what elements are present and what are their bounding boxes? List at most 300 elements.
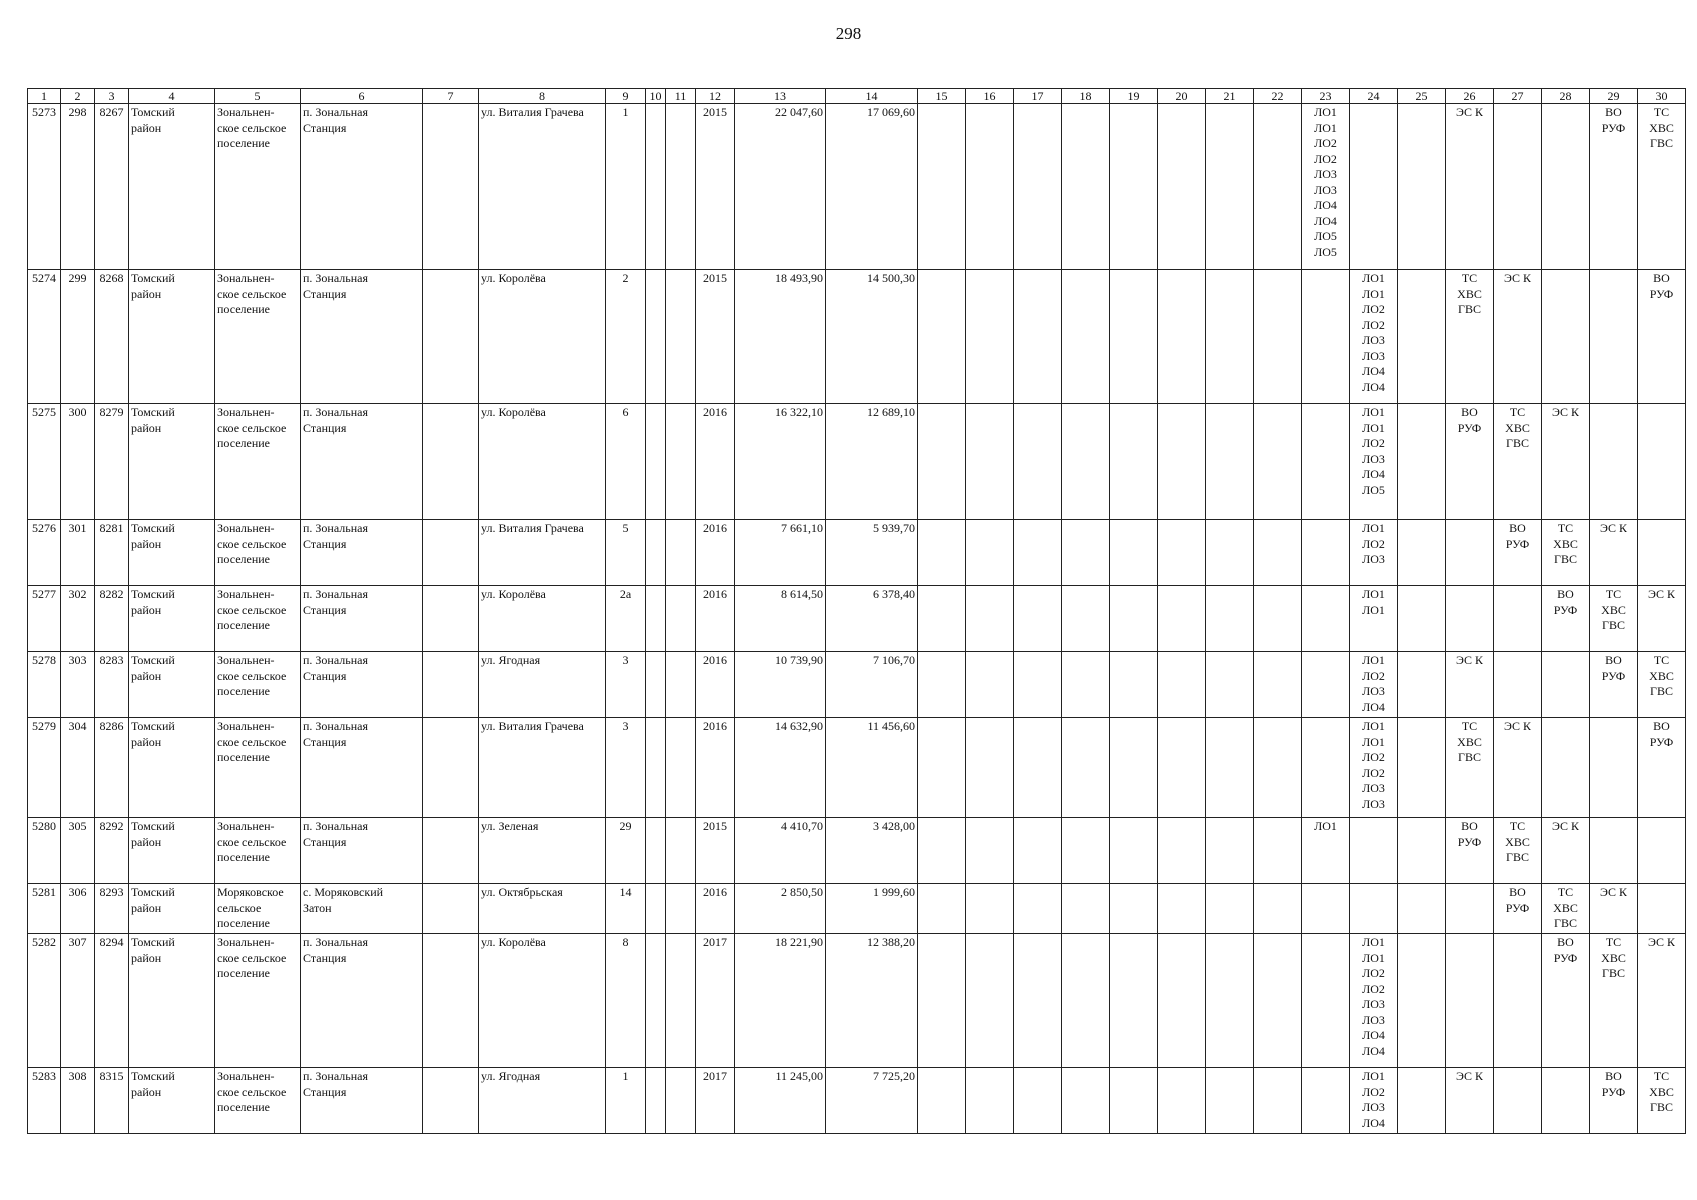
cell-col-1: 5278	[28, 652, 61, 718]
cell-line: Томский	[131, 935, 175, 949]
cell-col-12: 2015	[696, 818, 735, 884]
cell-col-13: 16 322,10	[735, 404, 826, 520]
cell-col-20	[1158, 818, 1206, 884]
cell-col-17	[1014, 884, 1062, 934]
cell-line: Томский	[131, 653, 175, 667]
cell-col-27	[1494, 270, 1542, 404]
cell-col-25	[1398, 718, 1446, 818]
cell-col-7	[423, 586, 479, 652]
cell-col-27	[1494, 718, 1542, 818]
cell-col-1: 5273	[28, 104, 61, 270]
cell-col-12: 2016	[696, 718, 735, 818]
cell-col-11	[666, 404, 696, 520]
cell-line: ВО	[1509, 885, 1526, 899]
cell-line: п. Зональная	[303, 521, 369, 535]
cell-col-25	[1398, 270, 1446, 404]
cell-line: ХВС	[1553, 536, 1578, 551]
cell-col-8: ул. Зеленая	[479, 818, 606, 884]
cell-col-29	[1590, 104, 1638, 270]
cell-col-18	[1062, 404, 1110, 520]
cell-line: ЭС К	[1504, 271, 1531, 285]
cell-col-4	[129, 270, 215, 404]
cell-line: ЛО4	[1362, 1028, 1385, 1042]
cell-line: РУФ	[1553, 602, 1578, 617]
cell-col-23	[1302, 884, 1350, 934]
cell-line: ХВС	[1457, 286, 1482, 301]
cell-col-17	[1014, 1068, 1062, 1134]
cell-col-1: 5281	[28, 884, 61, 934]
cell-col-3: 8282	[95, 586, 129, 652]
cell-col-11	[666, 104, 696, 270]
cell-col-11	[666, 1068, 696, 1134]
cell-line: ТС	[1461, 271, 1478, 285]
cell-line: ское сельское	[217, 834, 287, 849]
cell-line: ГВС	[1458, 750, 1481, 764]
cell-col-27	[1494, 520, 1542, 586]
cell-col-1: 5279	[28, 718, 61, 818]
cell-col-29	[1590, 884, 1638, 934]
cell-col-19	[1110, 586, 1158, 652]
cell-line: район	[131, 420, 162, 435]
cell-col-9: 3	[606, 718, 646, 818]
cell-col-28	[1542, 718, 1590, 818]
cell-line: Зональнен-	[217, 819, 275, 833]
cell-col-2: 300	[61, 404, 95, 520]
column-header-14: 14	[826, 89, 918, 104]
cell-col-4	[129, 818, 215, 884]
cell-col-22	[1254, 270, 1302, 404]
cell-line: ЛО3	[1362, 552, 1385, 566]
cell-line: ЛО1	[1314, 120, 1337, 135]
cell-col-4	[129, 884, 215, 934]
cell-col-29	[1590, 934, 1638, 1068]
cell-col-14: 12 388,20	[826, 934, 918, 1068]
cell-col-23	[1302, 934, 1350, 1068]
cell-line: Станция	[303, 668, 347, 683]
cell-col-18	[1062, 104, 1110, 270]
cell-col-13: 14 632,90	[735, 718, 826, 818]
cell-line: ЭС К	[1648, 935, 1675, 949]
cell-col-26	[1446, 520, 1494, 586]
cell-col-1: 5280	[28, 818, 61, 884]
cell-col-23	[1302, 586, 1350, 652]
cell-line: ское сельское	[217, 734, 287, 749]
cell-line: ское сельское	[217, 668, 287, 683]
cell-col-16	[966, 652, 1014, 718]
cell-col-11	[666, 652, 696, 718]
cell-line: ГВС	[1602, 966, 1625, 980]
cell-col-4	[129, 520, 215, 586]
table-row	[28, 818, 1686, 884]
cell-col-24	[1350, 404, 1398, 520]
cell-line: ВО	[1653, 719, 1670, 733]
cell-col-24	[1350, 104, 1398, 270]
column-header-4: 4	[129, 89, 215, 104]
cell-line: Станция	[303, 536, 347, 551]
cell-col-7	[423, 104, 479, 270]
cell-line: ТС	[1653, 653, 1670, 667]
cell-col-2: 307	[61, 934, 95, 1068]
cell-col-21	[1206, 270, 1254, 404]
cell-col-28	[1542, 404, 1590, 520]
column-header-22: 22	[1254, 89, 1302, 104]
cell-line: Томский	[131, 105, 175, 119]
cell-col-3: 8286	[95, 718, 129, 818]
cell-line: ТС	[1509, 819, 1526, 833]
cell-line: ЛО3	[1362, 781, 1385, 795]
cell-line: ЛО1	[1362, 602, 1385, 617]
cell-col-21	[1206, 818, 1254, 884]
cell-line: ЛО4	[1314, 213, 1337, 228]
cell-line: п. Зональная	[303, 1069, 369, 1083]
cell-col-8: ул. Королёва	[479, 270, 606, 404]
cell-col-23	[1302, 104, 1350, 270]
cell-line: ЛО3	[1362, 1100, 1385, 1114]
cell-col-24	[1350, 586, 1398, 652]
cell-col-12: 2016	[696, 652, 735, 718]
cell-col-7	[423, 404, 479, 520]
cell-col-5	[215, 586, 301, 652]
cell-col-10	[646, 1068, 666, 1134]
cell-col-10	[646, 652, 666, 718]
cell-col-6	[301, 104, 423, 270]
cell-col-21	[1206, 718, 1254, 818]
cell-col-3: 8315	[95, 1068, 129, 1134]
cell-line: ВО	[1461, 819, 1478, 833]
column-header-23: 23	[1302, 89, 1350, 104]
cell-col-18	[1062, 586, 1110, 652]
cell-col-21	[1206, 884, 1254, 934]
cell-line: ское сельское	[217, 950, 287, 965]
cell-col-26	[1446, 270, 1494, 404]
cell-line: Томский	[131, 587, 175, 601]
cell-col-5	[215, 1068, 301, 1134]
cell-line: РУФ	[1601, 120, 1626, 135]
header-row	[28, 89, 1686, 104]
cell-line: поселение	[217, 750, 271, 764]
table-row	[28, 404, 1686, 520]
cell-col-22	[1254, 404, 1302, 520]
cell-line: ЛО4	[1362, 364, 1385, 378]
cell-col-12: 2015	[696, 104, 735, 270]
cell-col-3: 8279	[95, 404, 129, 520]
column-header-3: 3	[95, 89, 129, 104]
cell-col-9: 29	[606, 818, 646, 884]
cell-line: ское сельское	[217, 1084, 287, 1099]
cell-col-12: 2016	[696, 884, 735, 934]
column-header-12: 12	[696, 89, 735, 104]
cell-col-2: 303	[61, 652, 95, 718]
cell-col-8: ул. Ягодная	[479, 652, 606, 718]
table-row	[28, 586, 1686, 652]
cell-line: ЭС К	[1456, 1069, 1483, 1083]
cell-col-15	[918, 818, 966, 884]
cell-col-6	[301, 652, 423, 718]
cell-col-8: ул. Октябрьская	[479, 884, 606, 934]
cell-col-25	[1398, 586, 1446, 652]
cell-col-25	[1398, 1068, 1446, 1134]
cell-col-19	[1110, 104, 1158, 270]
cell-col-19	[1110, 884, 1158, 934]
table-row	[28, 884, 1686, 934]
column-header-20: 20	[1158, 89, 1206, 104]
cell-line: ТС	[1653, 1069, 1670, 1083]
cell-col-16	[966, 1068, 1014, 1134]
cell-col-14: 7 106,70	[826, 652, 918, 718]
cell-col-30	[1638, 934, 1686, 1068]
cell-col-9: 1	[606, 104, 646, 270]
cell-col-6	[301, 934, 423, 1068]
cell-line: ЛО4	[1362, 467, 1385, 481]
cell-col-13: 4 410,70	[735, 818, 826, 884]
cell-col-5	[215, 818, 301, 884]
cell-col-3: 8268	[95, 270, 129, 404]
cell-col-4	[129, 934, 215, 1068]
cell-line: ЭС К	[1456, 653, 1483, 667]
cell-col-22	[1254, 818, 1302, 884]
cell-col-6	[301, 718, 423, 818]
column-header-2: 2	[61, 89, 95, 104]
column-header-5: 5	[215, 89, 301, 104]
column-header-25: 25	[1398, 89, 1446, 104]
cell-line: поселение	[217, 618, 271, 632]
cell-line: поселение	[217, 1100, 271, 1114]
cell-line: ЛО3	[1314, 167, 1337, 181]
cell-line: район	[131, 950, 162, 965]
cell-col-16	[966, 586, 1014, 652]
cell-col-3: 8281	[95, 520, 129, 586]
cell-line: ХВС	[1457, 734, 1482, 749]
cell-col-4	[129, 404, 215, 520]
cell-line: Станция	[303, 734, 347, 749]
cell-col-10	[646, 818, 666, 884]
cell-line: ЛО2	[1362, 981, 1385, 996]
cell-line: РУФ	[1457, 834, 1482, 849]
cell-col-27	[1494, 586, 1542, 652]
cell-line: ЛО2	[1362, 536, 1385, 551]
cell-col-27	[1494, 818, 1542, 884]
cell-col-20	[1158, 652, 1206, 718]
cell-line: ГВС	[1554, 552, 1577, 566]
cell-line: район	[131, 834, 162, 849]
cell-line: ХВС	[1649, 668, 1674, 683]
column-header-28: 28	[1542, 89, 1590, 104]
cell-col-10	[646, 934, 666, 1068]
cell-col-12: 2017	[696, 934, 735, 1068]
cell-col-11	[666, 884, 696, 934]
cell-col-19	[1110, 520, 1158, 586]
cell-col-26	[1446, 934, 1494, 1068]
cell-col-6	[301, 520, 423, 586]
column-header-11: 11	[666, 89, 696, 104]
cell-col-14: 3 428,00	[826, 818, 918, 884]
cell-col-27	[1494, 404, 1542, 520]
cell-col-3: 8294	[95, 934, 129, 1068]
cell-col-10	[646, 270, 666, 404]
cell-col-22	[1254, 934, 1302, 1068]
cell-line: ЭС К	[1648, 587, 1675, 601]
cell-line: ТС	[1605, 935, 1622, 949]
cell-line: Моряковское	[217, 885, 284, 899]
column-header-15: 15	[918, 89, 966, 104]
cell-line: ЛО1	[1362, 286, 1385, 301]
table-row	[28, 718, 1686, 818]
cell-line: ское сельское	[217, 286, 287, 301]
cell-line: РУФ	[1505, 900, 1530, 915]
column-header-29: 29	[1590, 89, 1638, 104]
cell-col-12: 2015	[696, 270, 735, 404]
cell-line: Зональнен-	[217, 587, 275, 601]
cell-line: Зональнен-	[217, 653, 275, 667]
cell-col-27	[1494, 934, 1542, 1068]
cell-col-7	[423, 718, 479, 818]
cell-col-9: 2	[606, 270, 646, 404]
cell-line: ЛО2	[1362, 750, 1385, 764]
cell-line: ТС	[1461, 719, 1478, 733]
cell-col-24	[1350, 884, 1398, 934]
cell-col-16	[966, 718, 1014, 818]
cell-line: ЛО1	[1362, 950, 1385, 965]
cell-col-20	[1158, 404, 1206, 520]
cell-line: ЛО1	[1362, 521, 1385, 535]
cell-col-28	[1542, 884, 1590, 934]
cell-line: ТС	[1509, 405, 1526, 419]
cell-col-6	[301, 270, 423, 404]
cell-line: поселение	[217, 552, 271, 566]
cell-col-18	[1062, 1068, 1110, 1134]
cell-line: ЛО2	[1314, 136, 1337, 150]
cell-col-30	[1638, 718, 1686, 818]
cell-col-8: ул. Королёва	[479, 404, 606, 520]
cell-col-26	[1446, 884, 1494, 934]
cell-col-23	[1302, 1068, 1350, 1134]
cell-line: ЛО3	[1362, 348, 1385, 363]
cell-line: Зональнен-	[217, 935, 275, 949]
cell-line: п. Зональная	[303, 105, 369, 119]
cell-col-17	[1014, 718, 1062, 818]
cell-col-20	[1158, 270, 1206, 404]
cell-line: ЛО5	[1314, 244, 1337, 259]
cell-col-20	[1158, 884, 1206, 934]
cell-line: поселение	[217, 436, 271, 450]
cell-col-16	[966, 104, 1014, 270]
cell-line: ЛО3	[1314, 182, 1337, 197]
cell-col-28	[1542, 270, 1590, 404]
cell-col-17	[1014, 652, 1062, 718]
cell-col-4	[129, 1068, 215, 1134]
cell-line: ЛО2	[1362, 765, 1385, 780]
cell-line: ЭС К	[1456, 105, 1483, 119]
cell-col-20	[1158, 1068, 1206, 1134]
cell-line: район	[131, 536, 162, 551]
cell-col-10	[646, 586, 666, 652]
cell-line: поселение	[217, 302, 271, 316]
cell-line: ЛО2	[1362, 302, 1385, 316]
cell-col-23	[1302, 718, 1350, 818]
cell-line: Станция	[303, 602, 347, 617]
column-header-18: 18	[1062, 89, 1110, 104]
column-header-6: 6	[301, 89, 423, 104]
cell-line: ЛО5	[1314, 229, 1337, 243]
cell-col-5	[215, 934, 301, 1068]
cell-line: п. Зональная	[303, 653, 369, 667]
cell-col-18	[1062, 884, 1110, 934]
cell-col-15	[918, 520, 966, 586]
cell-col-30	[1638, 652, 1686, 718]
cell-col-26	[1446, 586, 1494, 652]
cell-line: ТС	[1557, 885, 1574, 899]
cell-col-15	[918, 104, 966, 270]
cell-line: Затон	[303, 900, 332, 915]
cell-line: Томский	[131, 271, 175, 285]
page-number: 298	[835, 24, 862, 43]
cell-col-5	[215, 520, 301, 586]
cell-col-21	[1206, 586, 1254, 652]
cell-line: Зональнен-	[217, 1069, 275, 1083]
column-header-21: 21	[1206, 89, 1254, 104]
cell-col-13: 18 493,90	[735, 270, 826, 404]
cell-col-4	[129, 718, 215, 818]
cell-col-29	[1590, 520, 1638, 586]
cell-line: ское сельское	[217, 420, 287, 435]
cell-col-1: 5276	[28, 520, 61, 586]
cell-line: ТС	[1557, 521, 1574, 535]
cell-col-6	[301, 586, 423, 652]
cell-line: ВО	[1557, 935, 1574, 949]
cell-col-29	[1590, 818, 1638, 884]
cell-line: Зональнен-	[217, 521, 275, 535]
cell-col-5	[215, 270, 301, 404]
cell-line: п. Зональная	[303, 405, 369, 419]
cell-line: ЛО3	[1362, 1012, 1385, 1027]
cell-col-22	[1254, 652, 1302, 718]
cell-col-17	[1014, 104, 1062, 270]
cell-line: ГВС	[1506, 850, 1529, 864]
cell-line: поселение	[217, 966, 271, 980]
cell-line: ГВС	[1650, 1100, 1673, 1114]
cell-col-21	[1206, 934, 1254, 1068]
cell-col-2: 301	[61, 520, 95, 586]
column-header-26: 26	[1446, 89, 1494, 104]
cell-line: ЛО1	[1362, 271, 1385, 285]
cell-col-18	[1062, 934, 1110, 1068]
column-header-16: 16	[966, 89, 1014, 104]
cell-line: ЛО1	[1362, 653, 1385, 667]
cell-line: ЛО1	[1314, 819, 1337, 833]
cell-line: ВО	[1461, 405, 1478, 419]
cell-col-27	[1494, 104, 1542, 270]
cell-col-28	[1542, 652, 1590, 718]
cell-line: Станция	[303, 1084, 347, 1099]
cell-line: Томский	[131, 819, 175, 833]
cell-col-28	[1542, 586, 1590, 652]
cell-line: поселение	[217, 684, 271, 698]
cell-line: РУФ	[1505, 536, 1530, 551]
cell-col-12: 2016	[696, 404, 735, 520]
cell-col-13: 7 661,10	[735, 520, 826, 586]
cell-col-6	[301, 404, 423, 520]
cell-line: ВО	[1509, 521, 1526, 535]
cell-col-17	[1014, 520, 1062, 586]
cell-line: п. Зональная	[303, 719, 369, 733]
cell-col-10	[646, 404, 666, 520]
cell-line: РУФ	[1601, 668, 1626, 683]
cell-col-19	[1110, 404, 1158, 520]
cell-col-9: 8	[606, 934, 646, 1068]
cell-col-24	[1350, 934, 1398, 1068]
cell-col-23	[1302, 520, 1350, 586]
cell-col-5	[215, 652, 301, 718]
